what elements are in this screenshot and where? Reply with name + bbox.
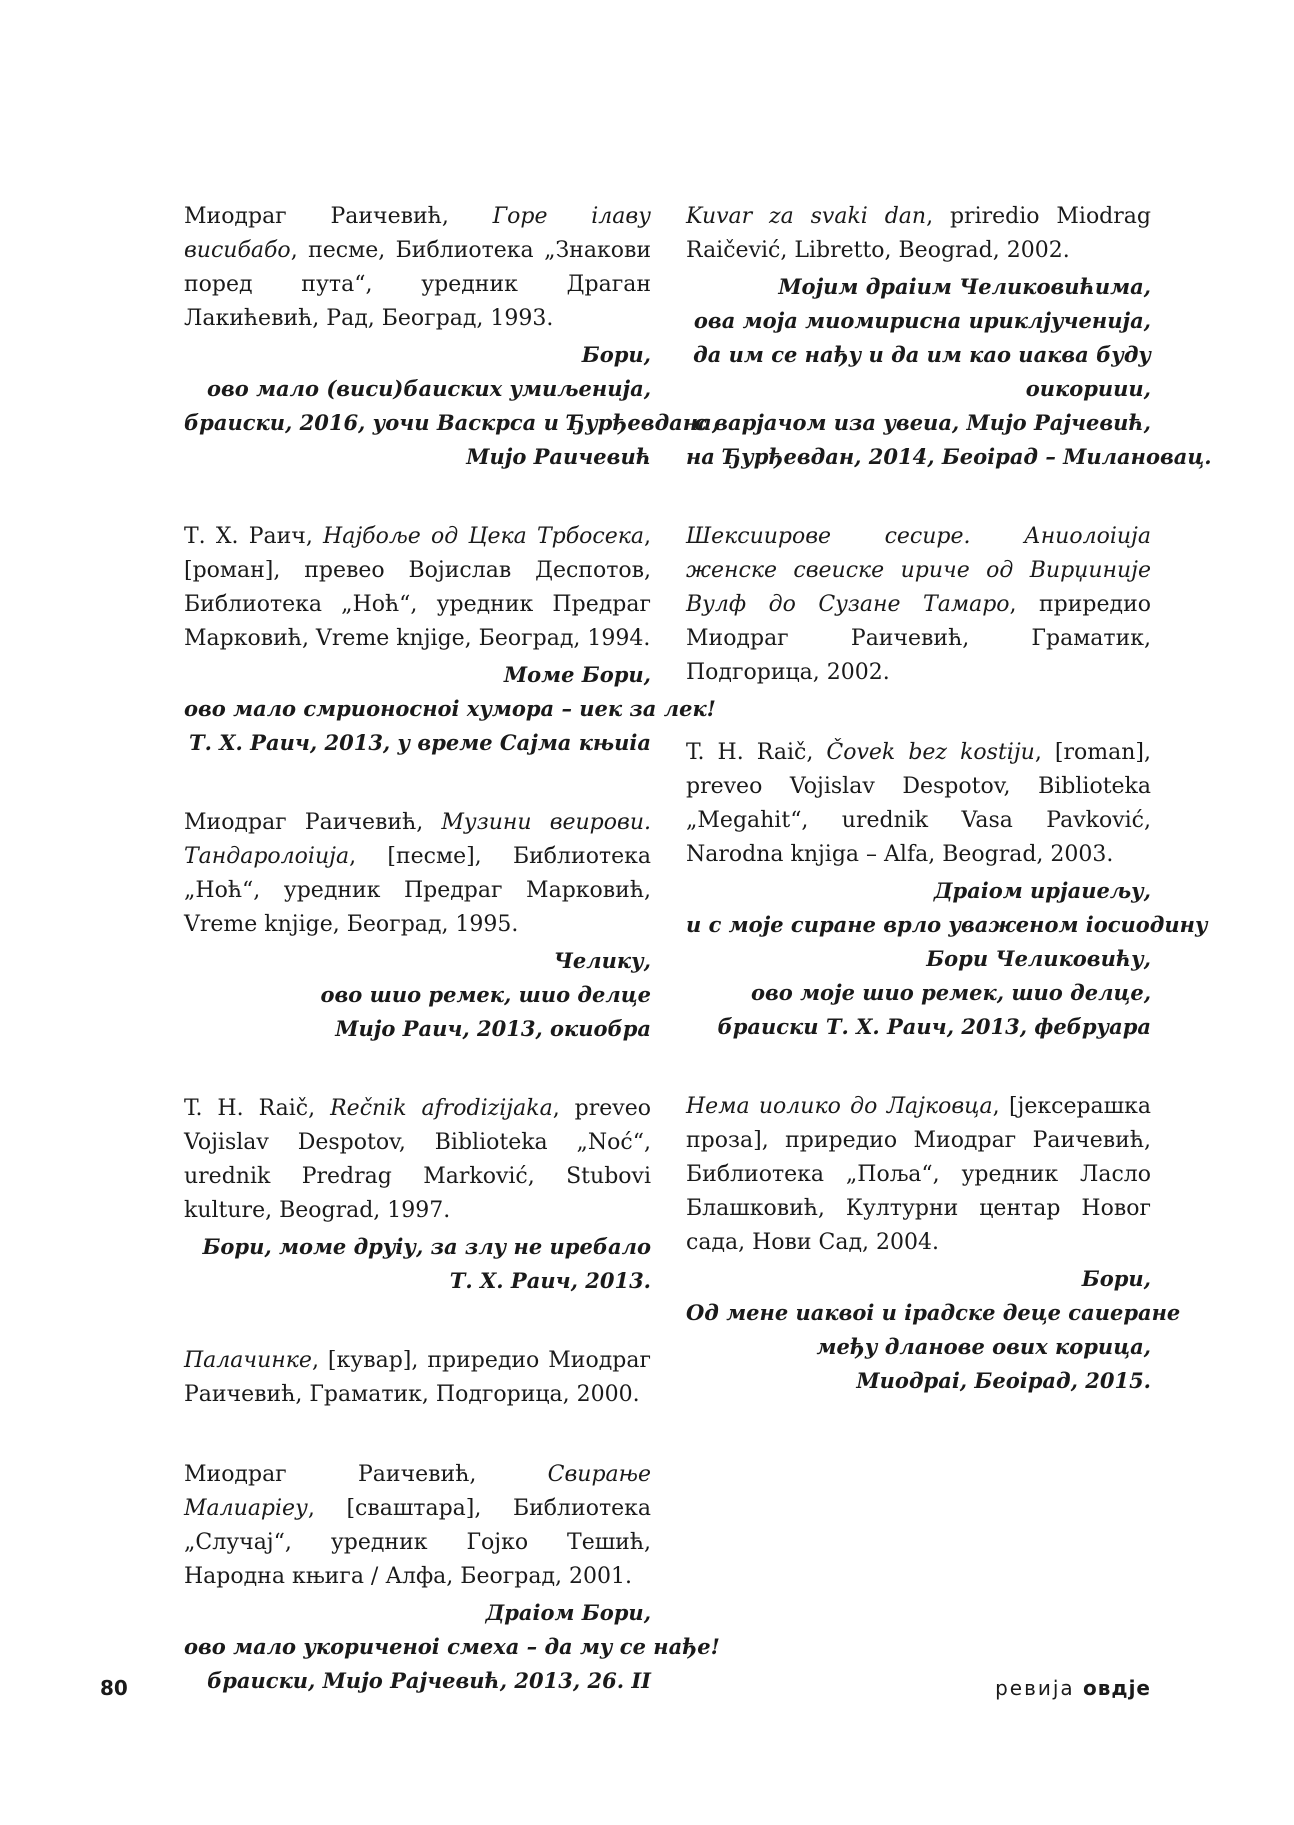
dedication-line: Драіом ирјаиељу, [933, 878, 1151, 903]
journal-title: овдје [1083, 1676, 1151, 1700]
bibliography-entry [686, 520, 1151, 690]
entry-author: Т. Х. Раич, [184, 524, 324, 549]
bibliography-entry [686, 200, 1212, 474]
dedication-line: ово мало смрионосноі хумора – иек за лек! [184, 696, 716, 721]
entry-title: Rečnik afrodizijaka [330, 1096, 553, 1121]
entry-title: Čovek bez kostiju [826, 740, 1035, 765]
dedication-line: ова моја миомирисна ириклјученија, [693, 308, 1151, 333]
dedication-line: Бори, [1081, 1266, 1151, 1291]
entry-citation [184, 200, 651, 336]
dedication-line: Миодраі, Беоірад, 2015. [856, 1368, 1151, 1393]
entry-citation [686, 736, 1151, 872]
right-column [686, 200, 1212, 1444]
dedication-line: ово мало (виси)баиских умиљенија, [206, 376, 651, 401]
dedication-line: Бори, [581, 342, 651, 367]
entry-author: Миодраг Раичевић, [184, 1462, 548, 1487]
entry-dedication [184, 944, 651, 1046]
entry-citation [184, 806, 651, 942]
dedication-line: Т. Х. Раич, 2013, у време Сајма књиіа [189, 730, 651, 755]
entry-title: Свирање Малиаріеу [184, 1462, 651, 1521]
dedication-line: Челику, [553, 948, 651, 973]
entry-dedication [184, 658, 716, 760]
dedication-line: да им се нађу и да им као иаква буду [693, 342, 1151, 367]
entry-dedication [184, 338, 720, 474]
bibliography-entry [184, 520, 716, 760]
dedication-line: ово мало укориченоі смеха – да му се нађе! [184, 1634, 720, 1659]
entry-title: Најбоље од Цека Трбосека [323, 524, 645, 549]
entry-publication: , [roman], preveo Vojislav Despotov, Biblioteka „Megahit“, urednik Vasa Pavković, Narodna knjiga – Alfa, Beograd, 2003. [686, 740, 1151, 867]
entry-author: T. H. Raič, [686, 740, 827, 765]
entry-title: Горе ілаву висибабо [184, 204, 651, 263]
entry-publication: , приредио Миодраг Раичевић, Граматик, Подгорица, 2002. [686, 592, 1151, 685]
entry-citation [686, 1090, 1151, 1260]
entry-citation [686, 200, 1151, 268]
entry-citation [686, 520, 1151, 690]
entry-publication: , [сваштара], Библиотека „Случај“, уредник Гојко Тешић, Народна књига / Алфа, Београд, 2001. [184, 1496, 651, 1589]
left-column [184, 200, 720, 1744]
entry-publication: , [песме], Библиотека „Ноћ“, уредник Предраг Марковић, Vreme knjige, Београд, 1995. [184, 844, 651, 937]
dedication-line: Од мене иаквоі и ірадске деце саиеране [686, 1300, 1181, 1325]
entry-citation [184, 520, 651, 656]
dedication-line: Т. Х. Раич, 2013. [449, 1268, 651, 1293]
bibliography-entry [686, 736, 1208, 1044]
entry-publication: , [јексерашка проза], приредио Миодраг Раичевић, Библиотека „Поља“, уредник Ласло Блашковић, Културни центар Новог сада, Нови Сад, 2004. [686, 1094, 1151, 1255]
journal-name [995, 1676, 1151, 1700]
dedication-line: Драіом Бори, [485, 1600, 651, 1625]
bibliography-entry [686, 1090, 1181, 1398]
entry-title: Музини веирови. Тандаролоіија [184, 810, 651, 869]
dedication-line: ово моје шио ремек, шио делце, [750, 980, 1151, 1005]
bibliography-entry [184, 1458, 720, 1698]
entry-publication: , preveo Vojislav Despotov, Biblioteka „Noć“, urednik Predrag Marković, Stubovi kulture, Beograd, 1997. [184, 1096, 651, 1223]
entry-title: Kuvar za svaki dan [686, 204, 927, 229]
page-number: 80 [100, 1676, 128, 1700]
entry-citation [184, 1458, 651, 1594]
dedication-line: браиски, 2016, уочи Васкрса и Ђурђевдана, [184, 410, 720, 435]
entry-author: T. H. Raič, [184, 1096, 331, 1121]
dedication-line: с варјачом иза увеиа, Мијо Рајчевић, [694, 410, 1151, 435]
entry-publication: , песме, Библиотека „Знакови поред пута“, уредник Драган Лакићевић, Рад, Београд, 1993. [184, 238, 651, 331]
entry-publication: , [роман], превео Војислав Деспотов, Библиотека „Ноћ“, уредник Предраг Марковић, Vreme knjige, Београд, 1994. [184, 524, 652, 651]
dedication-line: браиски, Мијо Рајчевић, 2013, 26. II [207, 1668, 651, 1693]
entry-publication: , priredio Miodrag Raičević, Libretto, Beograd, 2002. [686, 204, 1151, 263]
entry-dedication [686, 874, 1208, 1044]
dedication-line: на Ђурђевдан, 2014, Беоірад – Милановац. [686, 444, 1212, 469]
entry-title: Нема иолико до Лајковца [686, 1094, 993, 1119]
dedication-line: Мијо Раич, 2013, окиобра [335, 1016, 651, 1041]
entry-title: Палачинке [184, 1348, 312, 1373]
dedication-line: Моме Бори, [503, 662, 651, 687]
entry-dedication [686, 1262, 1181, 1398]
dedication-line: браиски Т. Х. Раич, 2013, фебруара [717, 1014, 1151, 1039]
dedication-line: и с моје сиране врло уваженом іосиодину [686, 912, 1208, 937]
bibliography-entry [184, 1344, 651, 1412]
journal-prefix: ревија [995, 1676, 1084, 1700]
entry-author: Миодраг Раичевић, [184, 204, 493, 229]
dedication-line: Мојим драіим Челиковићима, [778, 274, 1151, 299]
entry-dedication [184, 1596, 720, 1698]
entry-author: Миодраг Раичевић, [184, 810, 442, 835]
dedication-line: међу дланове ових корица, [816, 1334, 1151, 1359]
entry-dedication [686, 270, 1212, 474]
bibliography-entry [184, 1092, 651, 1298]
entry-title: Шексиирове сесире. Аниолоіија женске свеиске ириче од Вирџиније Вулф до Сузане Тамаро [686, 524, 1151, 617]
bibliography-entry [184, 200, 720, 474]
bibliography-entry [184, 806, 651, 1046]
dedication-line: Бори, моме друіу, за злу не иребало [202, 1234, 651, 1259]
dedication-line: Мијо Раичевић [466, 444, 651, 469]
dedication-line: оикориии, [1025, 376, 1151, 401]
entry-citation [184, 1344, 651, 1412]
dedication-line: Бори Челиковићу, [926, 946, 1151, 971]
entry-citation [184, 1092, 651, 1228]
dedication-line: ово шио ремек, шио делце [320, 982, 651, 1007]
entry-dedication [184, 1230, 651, 1298]
entry-publication: , [кувар], приредио Миодраг Раичевић, Граматик, Подгорица, 2000. [184, 1348, 651, 1407]
